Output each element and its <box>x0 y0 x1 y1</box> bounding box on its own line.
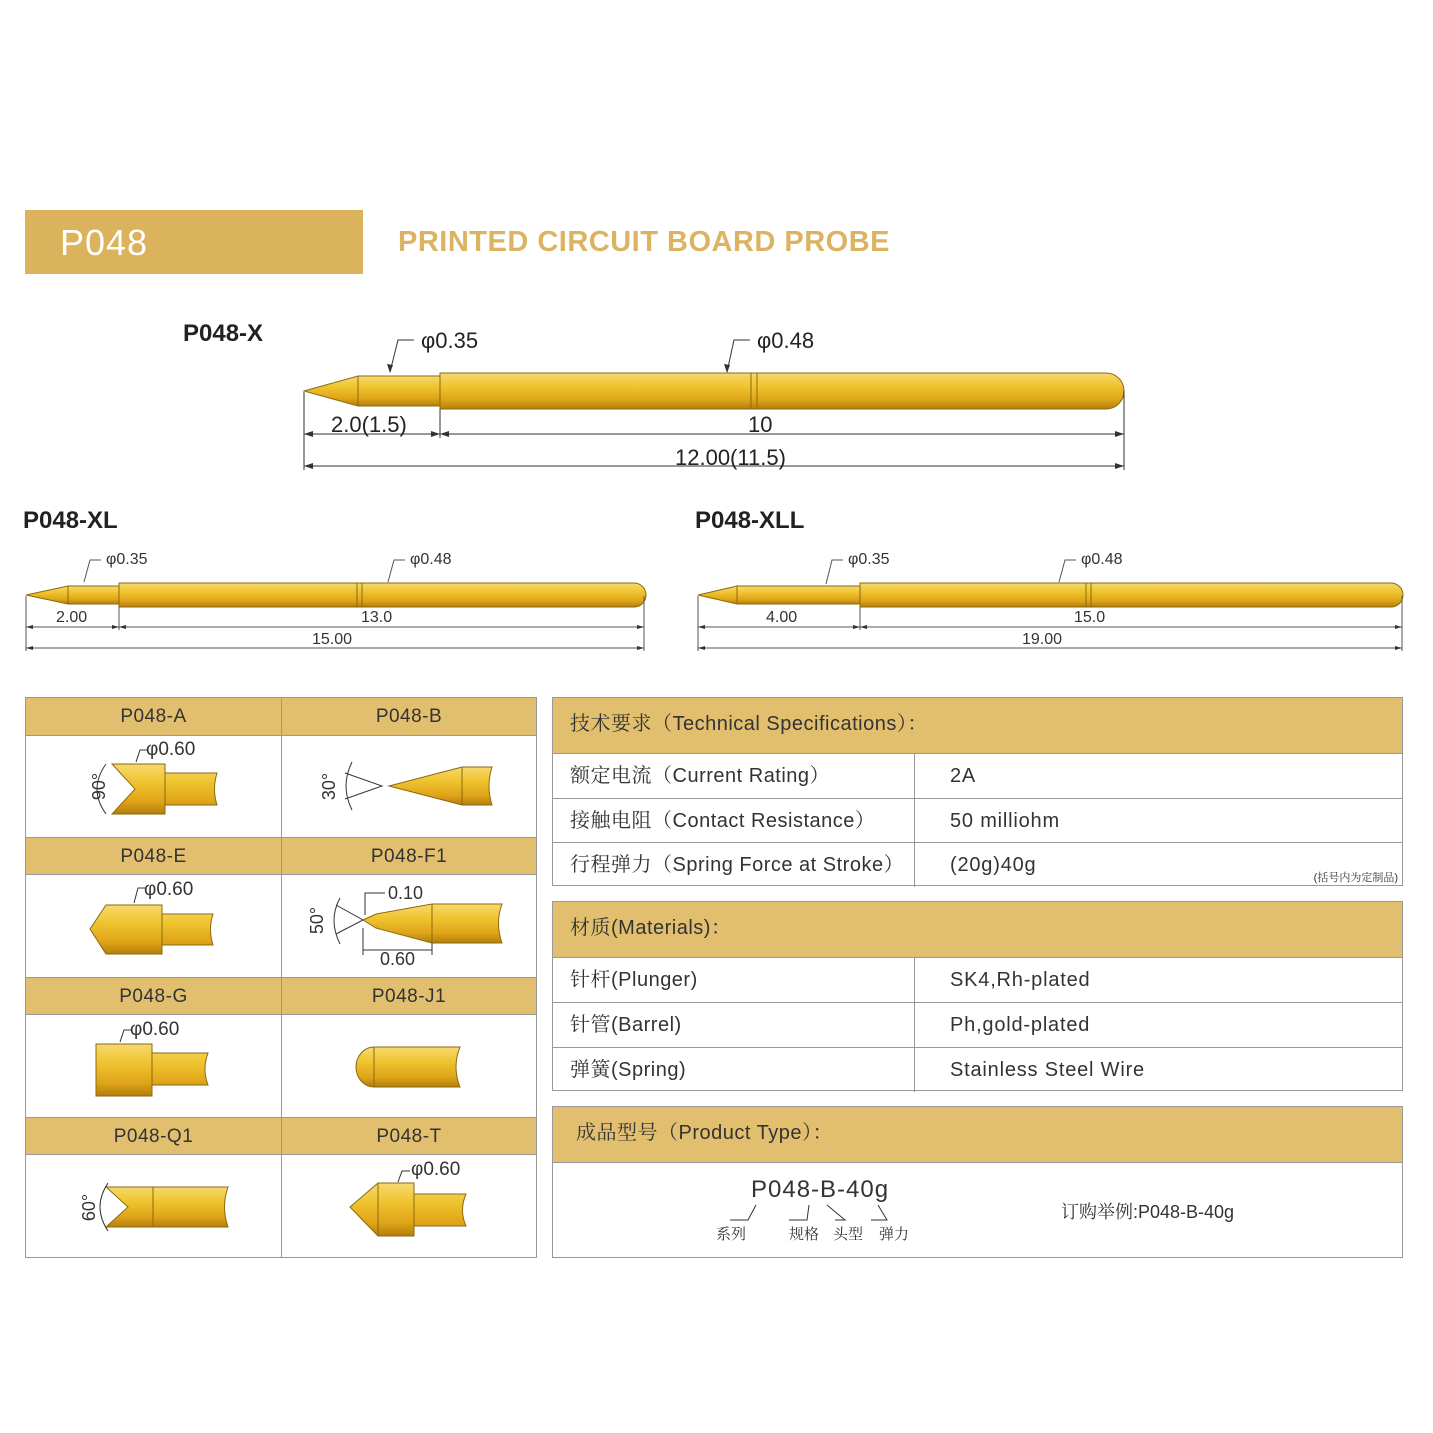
tip-g-name: P048-G <box>26 977 282 1015</box>
probe-x-tip-diameter: φ0.35 <box>421 328 479 353</box>
tip-f1-top-dim: 0.10 <box>388 883 424 903</box>
order-example: 订购举例:P048-B-40g <box>1061 1202 1235 1222</box>
probe-x-tip-length: 2.0(1.5) <box>331 412 407 437</box>
spec-value: (20g)40g <box>950 854 1037 876</box>
tip-e-diameter: φ0.60 <box>144 879 194 900</box>
probe-xll-body-diameter: φ0.48 <box>1081 551 1123 568</box>
custom-note: (括号内为定制品) <box>1313 872 1398 884</box>
probe-xll-tip-diameter: φ0.35 <box>848 551 890 568</box>
probe-xl-body-diameter: φ0.48 <box>410 551 452 568</box>
tech-specs-table <box>552 697 1403 886</box>
material-key: 弹簧(Spring) <box>570 1059 687 1081</box>
tip-f1-name: P048-F1 <box>282 837 536 875</box>
series-label: 系列 <box>716 1226 747 1243</box>
material-value: Stainless Steel Wire <box>950 1059 1145 1081</box>
materials-table <box>552 901 1403 1091</box>
probe-x-body-length: 10 <box>748 412 773 437</box>
tech-specs-heading: 技术要求（Technical Specifications）： <box>553 698 1402 753</box>
material-row-plunger <box>553 957 1402 1002</box>
tip-j1-name: P048-J1 <box>282 977 536 1015</box>
material-value: SK4,Rh-plated <box>950 969 1091 991</box>
tip-q1-drawing <box>100 1183 228 1231</box>
tip-f1-bottom-dim: 0.60 <box>380 949 416 969</box>
product-code-brackets <box>553 1107 1404 1259</box>
product-code: P048 <box>60 222 149 263</box>
probe-x-body-diameter: φ0.48 <box>757 328 815 353</box>
page-title: PRINTED CIRCUIT BOARD PROBE <box>398 226 891 258</box>
product-code-example: P048-B-40g <box>751 1176 890 1203</box>
spec-row-resistance <box>553 798 1402 843</box>
tip-q1-angle: 60° <box>79 1193 100 1222</box>
probe-xl-total-length: 15.00 <box>312 631 353 648</box>
spec-row-current <box>553 753 1402 798</box>
tip-j1-drawing <box>356 1047 460 1087</box>
probe-x-label: P048-X <box>183 320 264 347</box>
probe-xl-tip-length: 2.00 <box>56 609 88 626</box>
material-row-barrel <box>553 1002 1402 1047</box>
probe-xll-total-length: 19.00 <box>1022 631 1063 648</box>
materials-heading: 材质(Materials)： <box>553 902 1402 957</box>
spec-value: 2A <box>950 765 977 787</box>
tip-t-diameter: φ0.60 <box>411 1159 461 1180</box>
probe-x-total-length: 12.00(11.5) <box>675 445 786 470</box>
spec-key: 接触电阻（Contact Resistance） <box>570 810 876 832</box>
tip-b-drawing <box>345 762 492 810</box>
material-row-spring <box>553 1047 1402 1092</box>
spec-key: 行程弹力（Spring Force at Stroke） <box>570 854 905 876</box>
tip-a-diameter: φ0.60 <box>146 739 196 760</box>
material-value: Ph,gold-plated <box>950 1014 1091 1036</box>
spec-value: 50 milliohm <box>950 810 1060 832</box>
head-label: 头型 <box>833 1226 864 1243</box>
spec-key: 额定电流（Current Rating） <box>570 765 831 787</box>
tip-b-name: P048-B <box>282 698 536 736</box>
tip-t-name: P048-T <box>282 1117 536 1155</box>
spec-row-spring-force <box>553 842 1402 887</box>
tip-g-diameter: φ0.60 <box>130 1019 180 1040</box>
probe-xll-body-length: 15.0 <box>1074 609 1106 626</box>
material-key: 针杆(Plunger) <box>570 969 698 991</box>
product-type-heading: 成品型号（Product Type）： <box>553 1107 1402 1162</box>
probe-xl-tip-diameter: φ0.35 <box>106 551 148 568</box>
probe-xl-body-length: 13.0 <box>361 609 393 626</box>
probe-xl-label: P048-XL <box>23 507 118 534</box>
force-label: 弹力 <box>879 1226 910 1243</box>
material-key: 针管(Barrel) <box>570 1014 682 1036</box>
tip-b-angle: 30° <box>319 772 340 801</box>
spec-label: 规格 <box>789 1226 820 1243</box>
tip-e-name: P048-E <box>26 837 282 875</box>
tip-f1-angle: 50° <box>307 906 328 935</box>
product-type-table <box>552 1106 1403 1258</box>
tip-a-angle: 90° <box>89 772 110 801</box>
probe-xll-label: P048-XLL <box>695 507 805 534</box>
tip-a-name: P048-A <box>26 698 282 736</box>
tip-q1-name: P048-Q1 <box>26 1117 282 1155</box>
probe-xll-tip-length: 4.00 <box>766 609 798 626</box>
